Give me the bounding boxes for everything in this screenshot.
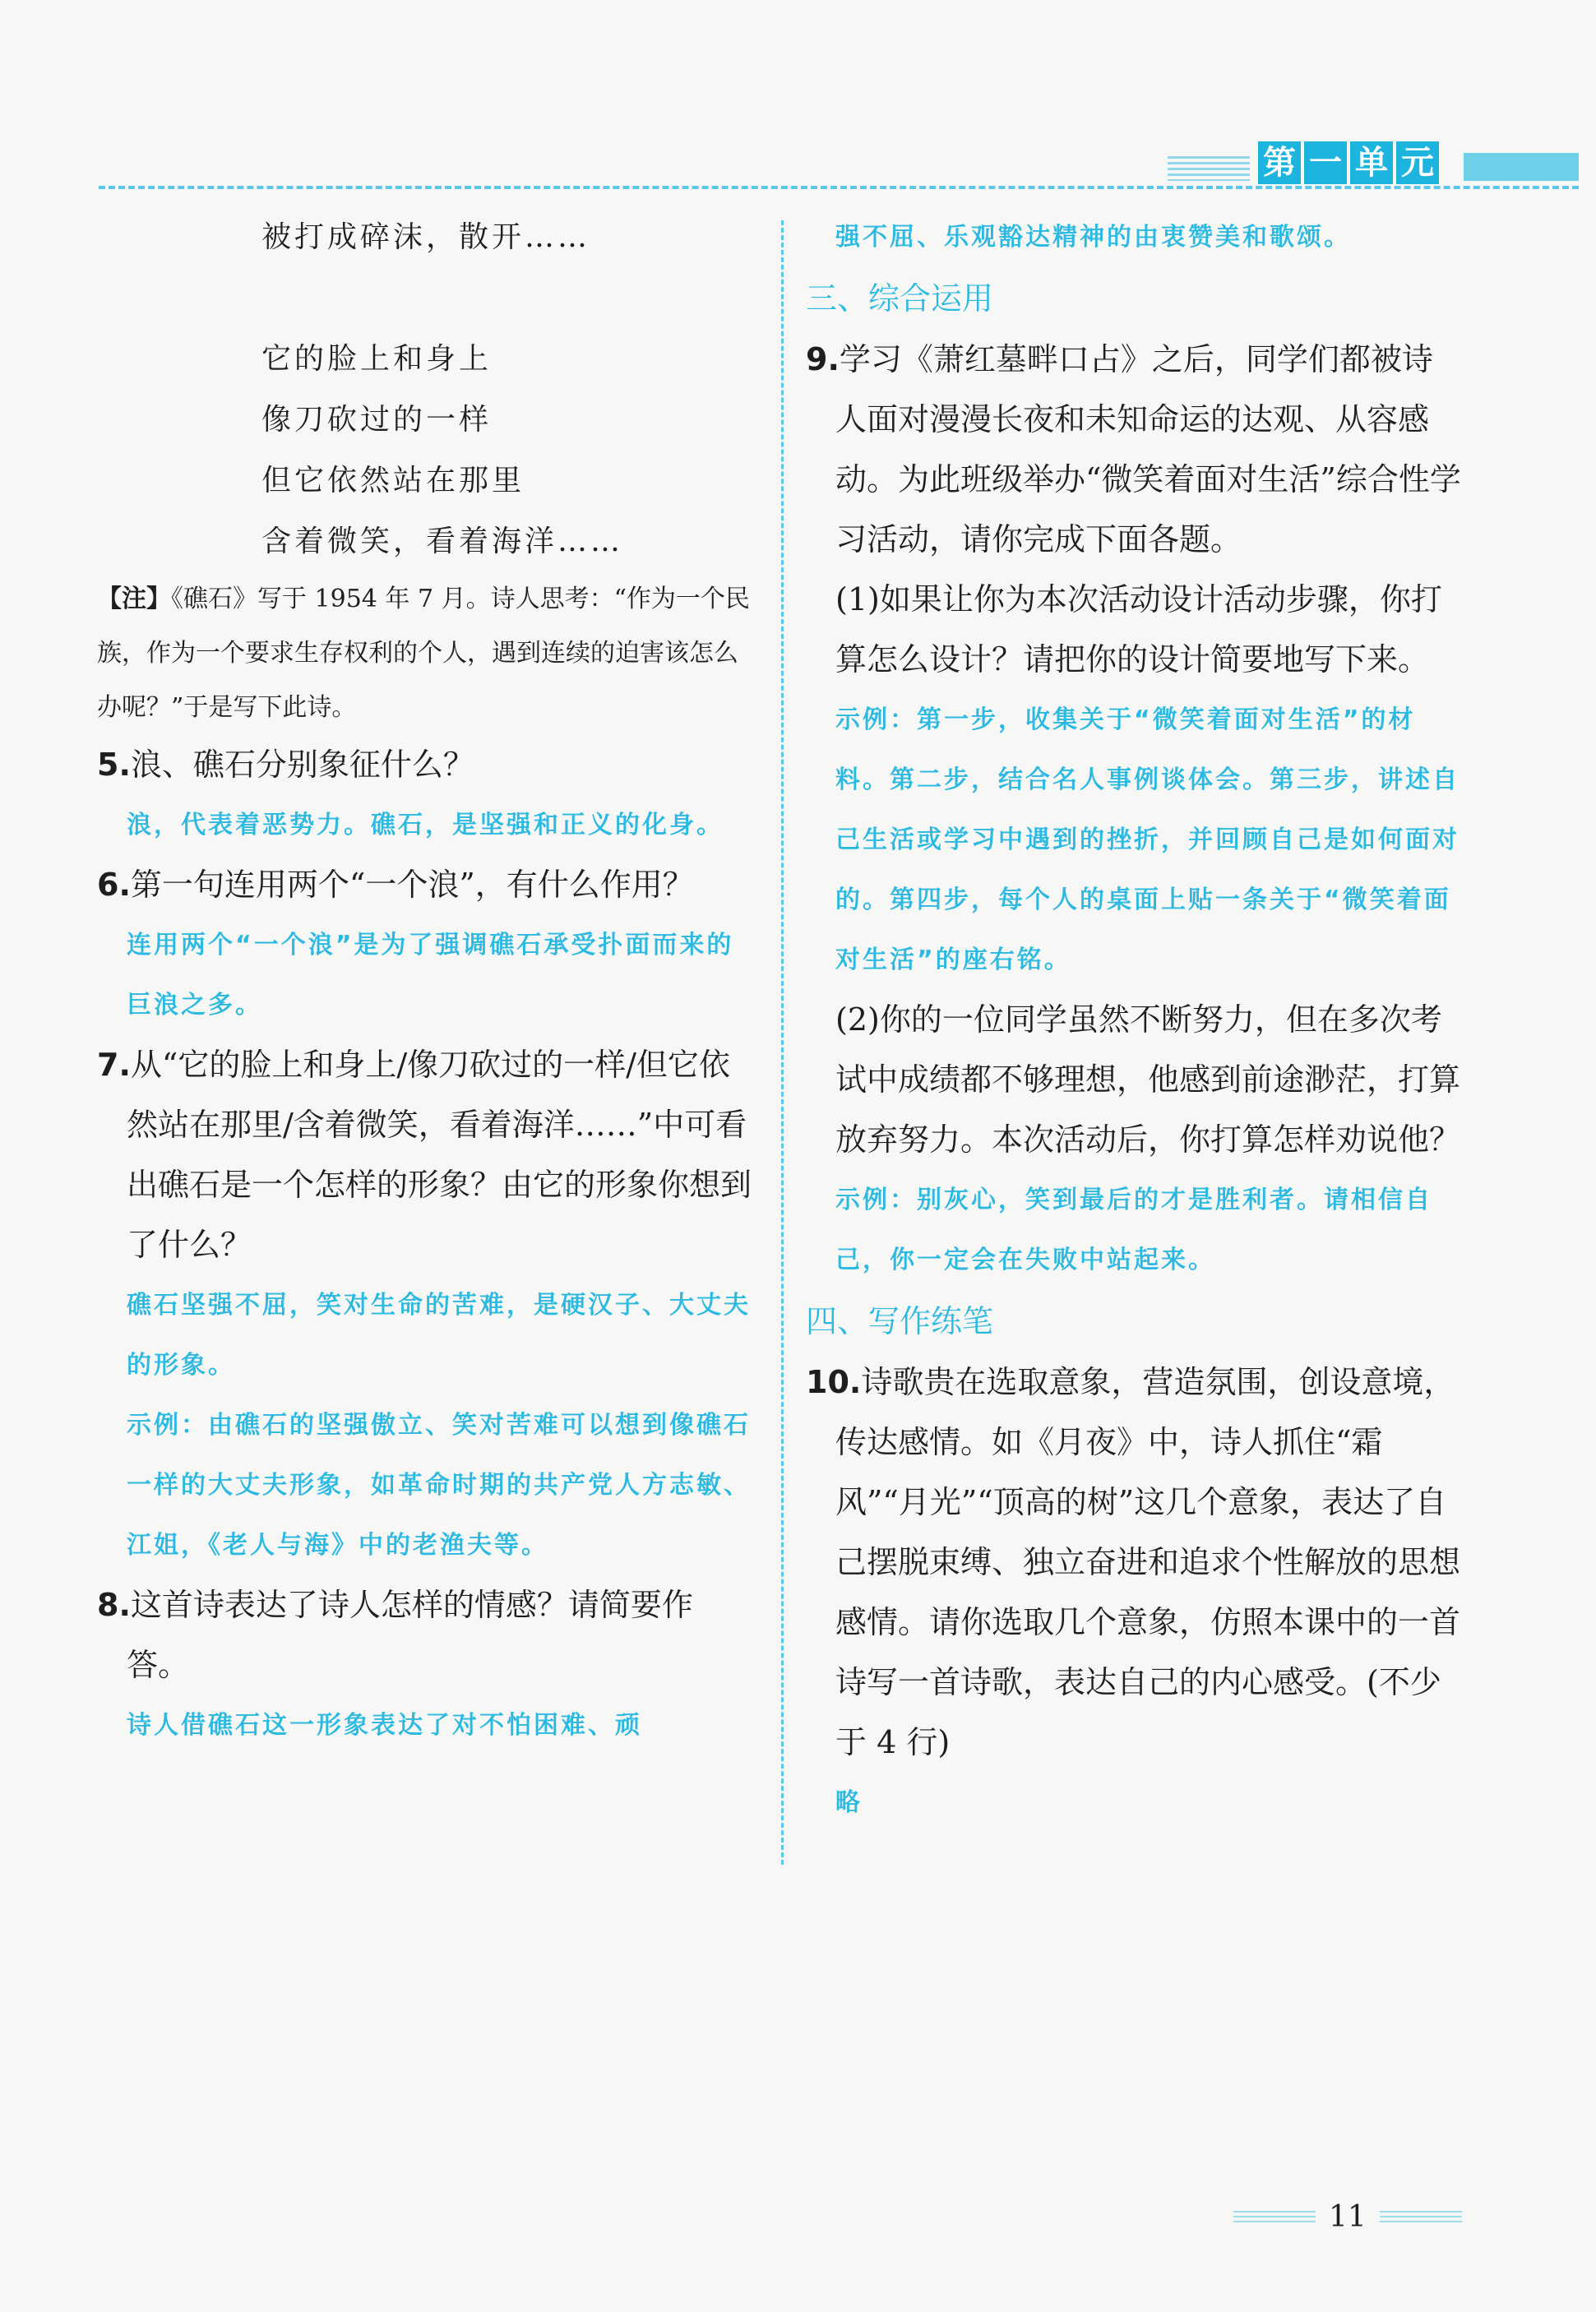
question-text: 这首诗表达了诗人怎样的情感？请简要作答。	[127, 1587, 693, 1683]
answer-7a: 礁石坚强不屈，笑对生命的苦难，是硬汉子、大丈夫的形象。	[127, 1291, 751, 1380]
question-8	[97, 1575, 755, 1695]
question-number: 6.	[97, 867, 131, 903]
question-text: 第一句连用两个“一个浪”，有什么作用？	[130, 867, 694, 903]
answer-9-1: 示例：第一步，收集关于“微笑着面对生活”的材料。第二步，结合名人事例谈体会。第三步，讲述自己生活或学习中遇到的挫折，并回顾自己是如何面对的。第四步，每个人的桌面上贴一条关于“微笑着面对生活”的座右铭。	[835, 705, 1460, 974]
footer-decoration	[1233, 2211, 1316, 2224]
question-text: 诗歌贵在选取意象，营造氛围，创设意境，传达感情。如《月夜》中，诗人抓住“霜风”“月光”“顶高的树”这几个意象，表达了自己摆脱束缚、独立奋进和追求个性解放的思想感情。请你选取几个意象，仿照本课中的一首诗写一首诗歌，表达自己的内心感受。(不少于 4 行)	[835, 1364, 1461, 1760]
left-column	[97, 207, 755, 1755]
answer-6: 连用两个“一个浪”是为了强调礁石承受扑面而来的巨浪之多。	[127, 931, 734, 1020]
note-text: 《礁石》写于 1954 年 7 月。诗人思考：“作为一个民族，作为一个要求生存权利的个人，遇到连续的迫害该怎么办呢？”于是写下此诗。	[97, 585, 750, 722]
answer-9-2: 示例：别灰心，笑到最后的才是胜利者。请相信自己，你一定会在失败中站起来。	[835, 1186, 1432, 1274]
question-10	[806, 1353, 1464, 1773]
page-number: 11	[1329, 2200, 1367, 2234]
header-bar	[1464, 153, 1579, 181]
question-6	[97, 855, 755, 915]
question-text: 从“它的脸上和身上/像刀砍过的一样/但它依然站在那里/含着微笑，看着海洋……”中可看出礁石是一个怎样的形象？由它的形象你想到了什么？	[127, 1047, 752, 1263]
unit-char: 单	[1350, 141, 1393, 184]
poem-line: 被打成碎沫，散开……	[261, 220, 591, 254]
question-7	[97, 1035, 755, 1275]
note-label: 【注】	[97, 585, 171, 613]
footer-decoration	[1380, 2211, 1462, 2224]
page-footer	[1233, 2200, 1462, 2234]
poem-line: 但它依然站在那里	[261, 464, 525, 497]
question-number: 9.	[806, 341, 840, 377]
answer-5: 浪，代表着恶势力。礁石，是坚强和正义的化身。	[127, 811, 724, 839]
answer-8-continued: 强不屈、乐观豁达精神的由衷赞美和歌颂。	[835, 223, 1351, 252]
section-3-heading: 三、综合运用	[806, 280, 994, 317]
right-column	[806, 207, 1464, 1833]
question-number: 10.	[806, 1364, 862, 1400]
question-text: 学习《萧红墓畔口占》之后，同学们都被诗人面对漫漫长夜和未知命运的达观、从容感动。为此班级举办“微笑着面对生活”综合性学习活动，请你完成下面各题。	[835, 341, 1461, 557]
question-9-part-1: (1)如果让你为本次活动设计活动步骤，你打算怎么设计？请把你的设计简要地写下来。	[835, 581, 1442, 677]
answer-10: 略	[835, 1788, 863, 1817]
poem	[97, 207, 755, 572]
section-4-heading: 四、写作练笔	[806, 1303, 994, 1339]
poem-line: 含着微笑，看着海洋……	[261, 525, 624, 558]
question-number: 7.	[97, 1047, 131, 1083]
answer-8: 诗人借礁石这一形象表达了对不怕困难、顽	[127, 1711, 642, 1740]
poem-line: 它的脸上和身上	[261, 342, 493, 376]
question-number: 5.	[97, 747, 131, 783]
question-9-part-2: (2)你的一位同学虽然不断努力，但在多次考试中成绩都不够理想，他感到前途渺茫，打算放弃努力。本次活动后，你打算怎样劝说他？	[835, 1001, 1461, 1158]
column-divider	[781, 220, 784, 1865]
unit-char: 一	[1304, 141, 1347, 184]
question-text: 浪、礁石分别象征什么？	[130, 747, 474, 783]
unit-badge	[1258, 141, 1442, 184]
question-number: 8.	[97, 1587, 131, 1623]
question-9	[806, 330, 1464, 570]
note	[97, 572, 755, 735]
header-divider	[99, 186, 1579, 189]
unit-char: 元	[1396, 141, 1439, 184]
answer-7b: 示例：由礁石的坚强傲立、笑对苦难可以想到像礁石一样的大丈夫形象，如革命时期的共产党人方志敏、江姐，《老人与海》中的老渔夫等。	[127, 1411, 751, 1560]
question-5	[97, 735, 755, 795]
unit-char: 第	[1258, 141, 1301, 184]
header-decoration	[1168, 156, 1250, 181]
poem-line: 像刀砍过的一样	[261, 403, 493, 437]
